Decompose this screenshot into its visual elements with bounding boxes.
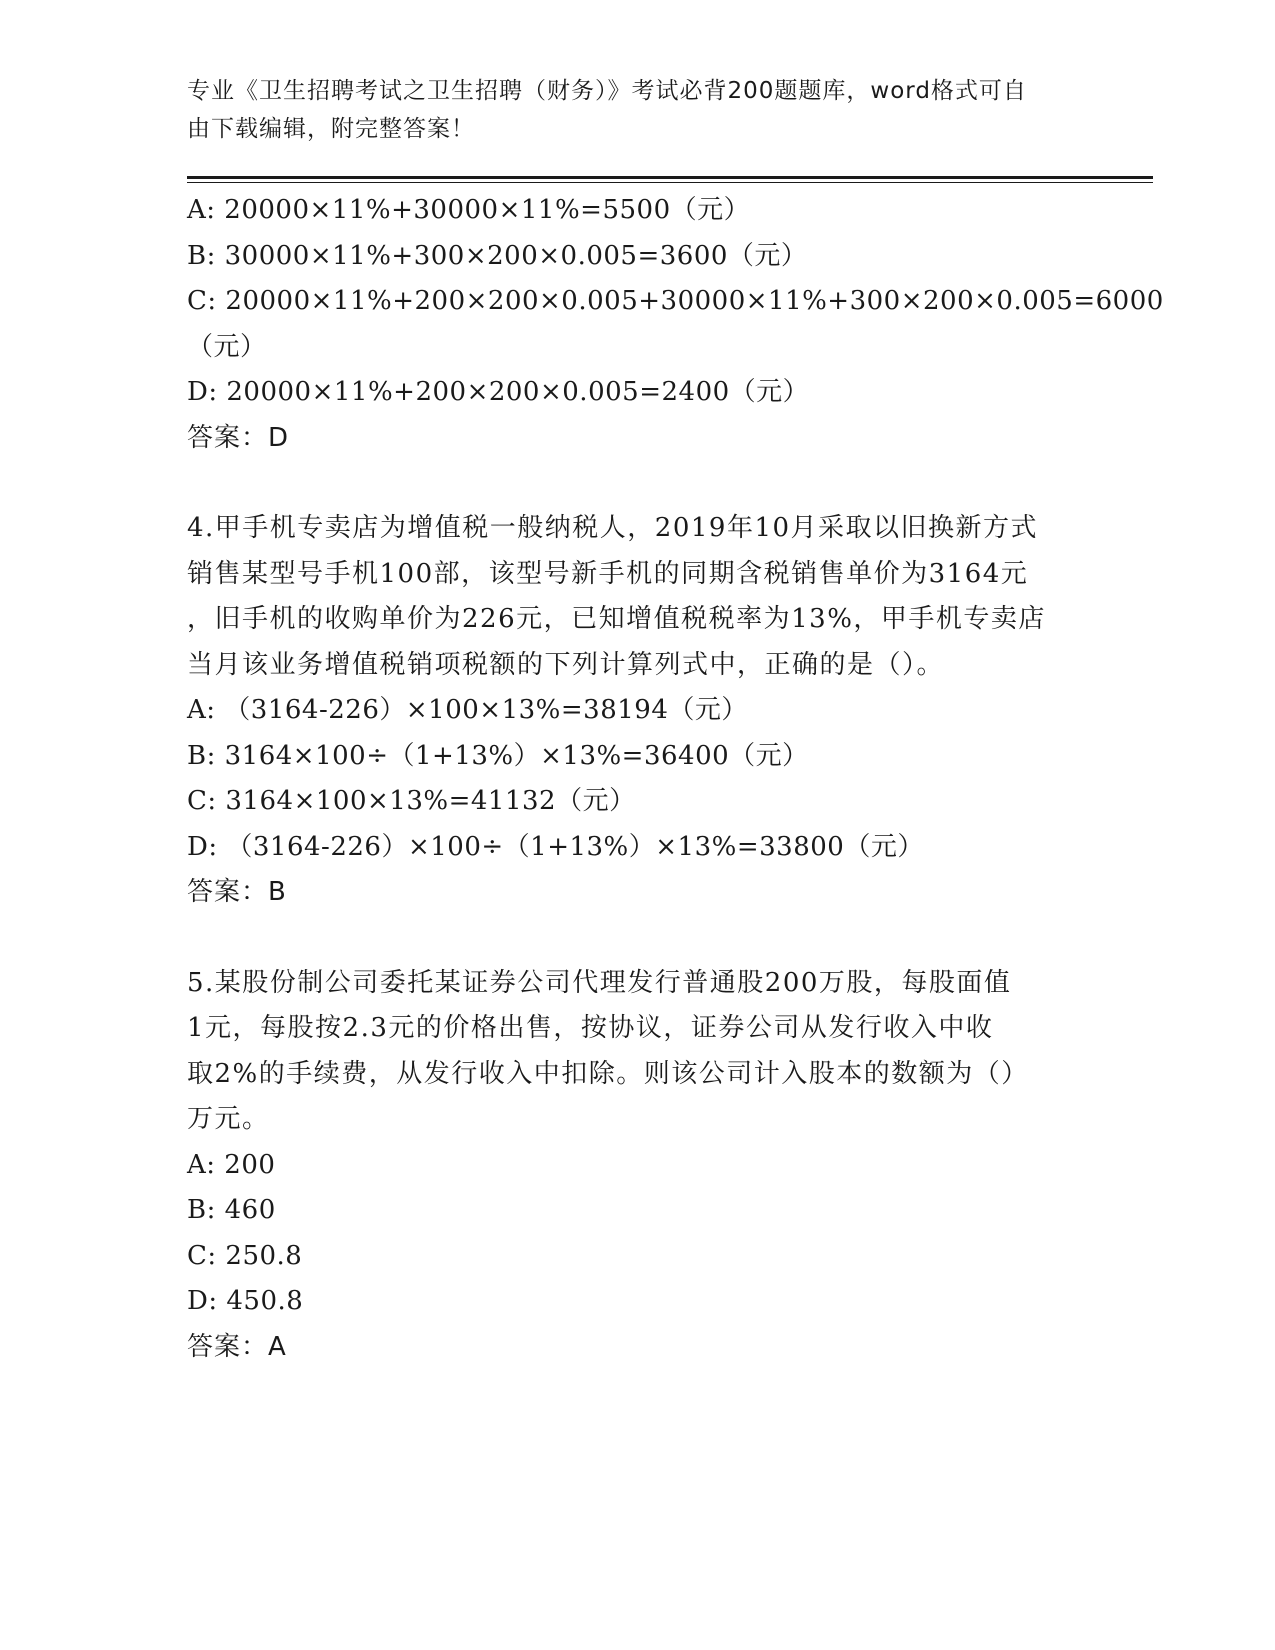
q5-answer: 答案：A — [187, 1331, 287, 1362]
question-3-block — [187, 188, 1164, 461]
q3-option-d: D: 20000×11%+200×200×0.005=2400（元） — [187, 377, 810, 407]
q3-option-c-line-2: （元） — [187, 331, 267, 362]
q4-stem-line-4: 当月该业务增值税销项税额的下列计算列式中，正确的是（）。 — [187, 649, 945, 680]
q5-option-d: D: 450.8 — [187, 1286, 304, 1316]
q5-option-a: A: 200 — [187, 1149, 276, 1180]
q4-option-c: C: 3164×100×13%=41132（元） — [187, 786, 636, 816]
q5-stem-line-3: 取2%的手续费，从发行收入中扣除。则该公司计入股本的数额为（） — [187, 1058, 1029, 1089]
question-5-block — [187, 961, 1087, 1371]
q4-answer: 答案：B — [187, 877, 287, 907]
spacer — [187, 916, 1087, 961]
q4-stem-line-3: ，旧手机的收购单价为226元，已知增值税税率为13%，甲手机专卖店 — [187, 604, 1046, 634]
q4-stem-line-2: 销售某型号手机100部，该型号新手机的同期含税销售单价为3164元 — [187, 558, 1029, 589]
question-content — [187, 188, 1164, 1370]
spacer — [187, 461, 1087, 506]
q5-option-c: C: 250.8 — [187, 1240, 303, 1271]
q3-option-b: B: 30000×11%+300×200×0.005=3600（元） — [187, 240, 808, 271]
q4-option-a: A: （3164-226）×100×13%=38194（元） — [187, 695, 748, 725]
q4-option-b: B: 3164×100÷（1+13%）×13%=36400（元） — [187, 740, 809, 771]
q3-answer: 答案：D — [187, 422, 290, 453]
q5-stem-line-4: 万元。 — [187, 1104, 270, 1134]
header-title-line-2: 由下载编辑，附完整答案！ — [187, 116, 475, 142]
header-divider-thin — [187, 182, 1153, 183]
document-header — [187, 72, 1067, 148]
q5-stem-line-2: 1元，每股按2.3元的价格出售，按协议，证券公司从发行收入中收 — [187, 1013, 994, 1043]
q3-option-a: A: 20000×11%+30000×11%=5500（元） — [187, 195, 751, 225]
header-divider-thick — [187, 176, 1153, 179]
q5-option-b: B: 460 — [187, 1195, 276, 1225]
q5-stem-line-1: 5.某股份制公司委托某证券公司代理发行普通股200万股，每股面值 — [187, 967, 1012, 998]
q3-option-c-line-1: C: 20000×11%+200×200×0.005+30000×11%+300×200×0.005=6000 — [187, 286, 1164, 316]
q4-stem-line-1: 4.甲手机专卖店为增值税一般纳税人，2019年10月采取以旧换新方式 — [187, 513, 1039, 543]
question-4-block — [187, 506, 1087, 916]
header-title-line-1: 专业《卫生招聘考试之卫生招聘（财务）》考试必背200题题库，word格式可自 — [187, 78, 1027, 104]
q4-option-d: D: （3164-226）×100÷（1+13%）×13%=33800（元） — [187, 831, 924, 862]
